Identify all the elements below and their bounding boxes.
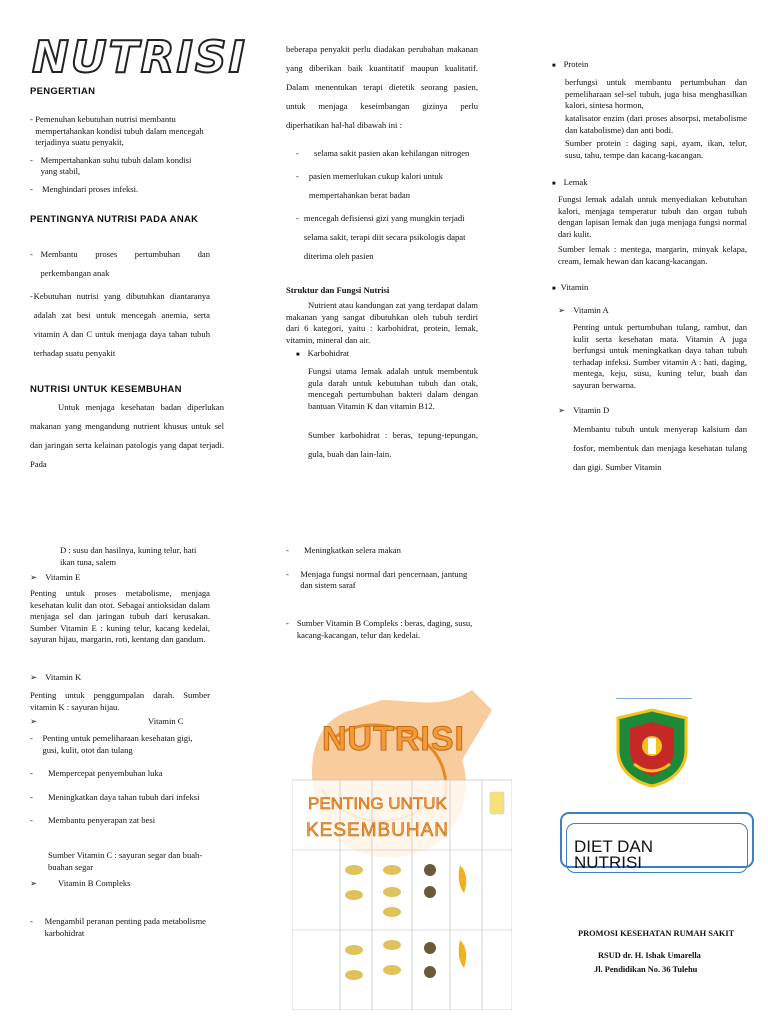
- vitamin-e-label: ➢ Vitamin E: [30, 572, 81, 582]
- protein-text-2: katalisator enzim (dari proses absorpsi, metabolisme dan katabolisme) dan anti bodi.: [565, 113, 747, 135]
- diet-intro: beberapa penyakit perlu diadakan perubahan makanan yang diberikan baik kuantitatif maupun kualitatif. Dalam menentukan terapi dietetik seorang pasien, untuk menjaga keseimbangan gizinya perlu diperhatikan hal-hal dibawah ini :: [286, 44, 478, 130]
- cover-divider: [616, 698, 692, 699]
- list-item: - Menjaga fungsi normal dari pencernaan, jantung dan sistem saraf: [286, 568, 468, 590]
- struktur-heading: Struktur dan Fungsi Nutrisi: [286, 285, 390, 295]
- cover-title-line-2: NUTRISI: [574, 853, 642, 872]
- diet-list: [296, 144, 478, 266]
- kesembuhan-text: Untuk menjaga kesehatan badan diperlukan makanan yang mengandung nutrient khusus untuk sel dan jaringan serta kelainan patologis yang dapat terjadi. Pada: [30, 402, 224, 469]
- vitamin-b-sumber: - Sumber Vitamin B Compleks : beras, daging, susu, kacang-kacangan, telur dan kedelai.: [286, 618, 473, 640]
- lemak-label: ■ Lemak: [552, 177, 588, 187]
- promo-text: PROMOSI KESEHATAN RUMAH SAKIT: [578, 929, 735, 938]
- protein-sumber: Sumber protein : daging sapi, ayam, ikan, telur, susu, tahu, tempe dan kacang-kacangan.: [565, 138, 747, 160]
- list-item: - Kebutuhan nutrisi yang dibutuhkan diantaranya adalah zat besi untuk mencegah anemia, serta vitamin A dan C untuk menjaga daya tahan tubuh terhadap suatu penyakit: [30, 291, 210, 358]
- vitamin-e-text: Penting untuk proses metabolisme, menjaga kesehatan kulit dan otot. Sebagai antioksidan dalam menjaga sel dan jaringan tubuh dari kerusakan. Sumber Vitamin E : kuning telur, kacang kedelai, sayuran hijau, margarin, roti, kentang dan gandum.: [30, 588, 210, 644]
- list-item: - Meningkatkan selera makan: [286, 545, 401, 555]
- list-item: - Membantu proses pertumbuhan dan perkembangan anak: [30, 249, 210, 278]
- cover-title: [574, 839, 653, 871]
- list-item: - Pemenuhan kebutuhan nutrisi membantu mempertahankan kondisi tubuh dalam mencegah terjadinya suatu penyakit,: [30, 114, 204, 147]
- lemak-sumber: Sumber lemak : mentega, margarin, minyak kelapa, cream, lemak hewan dan kacang-kacangan.: [558, 244, 747, 266]
- cover-title-line-1: DIET DAN: [574, 837, 654, 856]
- vitamin-d-cont: D : susu dan hasilnya, kuning telur, hati ikan tuna, salem: [60, 545, 197, 567]
- karbohidrat-sumber: Sumber karbohidrat : beras, tepung-tepungan, gula, buah dan lain-lain.: [308, 430, 478, 459]
- vitamin-a-text: Penting untuk pertumbuhan tulang, rambut, dan kulit serta kesehatan mata. Vitamin A juga berfungsi untuk meningkatkan daya tahan tubuh terhadap infeksi. Sumber vitamin A : hati, daging, mentega, keju, susu, kuning telur, buah dan sayuran berwarna.: [573, 322, 747, 390]
- vitamin-c-sumber: Sumber Vitamin C : sayuran segar dan buah-buahan segar: [48, 850, 203, 872]
- vitamin-d-text: Membantu tubuh untuk menyerap kalsium dan fosfor, membentuk dan menjaga kesehatan tulang dan gigi. Sumber Vitamin: [573, 424, 747, 472]
- vitamin-d-label: ➢ Vitamin D: [558, 405, 610, 415]
- penting-heading: PENTINGNYA NUTRISI PADA ANAK: [30, 214, 199, 225]
- list-item: - Mempertahankan suhu tubuh dalam kondisi yang stabil,: [30, 154, 192, 176]
- poster-subtitle-2: KESEMBUHAN: [306, 820, 450, 841]
- list-item: - Meningkatkan daya tahan tubuh dari infeksi: [30, 791, 200, 802]
- penting-list: [30, 245, 210, 363]
- vitamin-b-list: [30, 916, 210, 939]
- protein-text: berfungsi untuk membantu pertumbuhan dan pemeliharaan sel-sel tubuh, juga bisa menghasilkan kalori, sintesa hormon,: [565, 77, 747, 110]
- hospital-address: Jl. Pendidikan No. 36 Tulehu: [594, 965, 698, 974]
- pengertian-list: [30, 114, 210, 195]
- list-item: - Mempercepat penyembuhan luka: [30, 768, 163, 778]
- karbohidrat-text: Fungsi utama lemak adalah untuk membentuk gula darah untuk kebutuhan tubuh dan otak, mencegah pertumbuhan bakteri dalam dengan bantuan Vitamin K dan vitamin B12.: [308, 366, 478, 411]
- vitamin-b-label: ➢ Vitamin B Compleks: [30, 878, 131, 888]
- hospital-logo: [612, 708, 692, 788]
- poster-subtitle-1: PENTING UNTUK: [308, 794, 447, 813]
- list-item: - Membantu penyerapan zat besi: [30, 815, 156, 825]
- vitamin-b-list-cont: [286, 545, 478, 592]
- protein-label: ■ Protein: [552, 59, 589, 69]
- vitamin-c-label: ➢ Vitamin C: [30, 716, 184, 726]
- brochure-title: NUTRISI: [32, 32, 247, 83]
- list-item: - pasien memerlukan cukup kalori untuk mempertahankan berat badan: [296, 171, 443, 200]
- list-item: - selama sakit pasien akan kehilangan nitrogen: [296, 148, 470, 158]
- list-item: - Menghindari proses infeksi.: [30, 183, 139, 194]
- hospital-name: RSUD dr. H. Ishak Umarella: [598, 951, 701, 960]
- vitamin-k-label: ➢ Vitamin K: [30, 672, 82, 682]
- list-item: - mencegah defisiensi gizi yang mungkin terjadi selama sakit, terapi diit secara psikologis dapat diterima oleh pasien: [296, 213, 466, 261]
- pengertian-heading: PENGERTIAN: [30, 86, 96, 97]
- nutrition-poster: [292, 680, 512, 1010]
- list-item: - Penting untuk pemeliharaan kesehatan gigi, gusi, kulit, otot dan tulang: [30, 733, 193, 755]
- lemak-text: Fungsi lemak adalah untuk menyediakan kebutuhan kalori, menjaga temperatur tubuh dan organ tubuh dengan lapisan lemak dan juga menjaga fungsi normal dari kulit.: [558, 194, 747, 239]
- vitamin-label: ■ Vitamin: [552, 282, 589, 292]
- karbohidrat-label: ■ Karbohidrat: [296, 348, 350, 358]
- kesembuhan-heading: NUTRISI UNTUK KESEMBUHAN: [30, 384, 182, 395]
- vitamin-c-list: [30, 733, 210, 827]
- vitamin-a-label: ➢ Vitamin A: [558, 305, 609, 315]
- list-item: - Mengambil peranan penting pada metabolisme karbohidrat: [30, 916, 206, 938]
- struktur-text: Nutrient atau kandungan zat yang terdapat dalam makanan yang sangat dibutuhkan oleh tubuh terdiri dari 6 kategori, yaitu : karbohidrat, protein, lemak, vitamin, mineral dan air.: [286, 300, 478, 345]
- poster-title: NUTRISI: [322, 720, 465, 758]
- vitamin-k-text: Penting untuk penggumpalan darah. Sumber vitamin K : sayuran hijau.: [30, 690, 210, 712]
